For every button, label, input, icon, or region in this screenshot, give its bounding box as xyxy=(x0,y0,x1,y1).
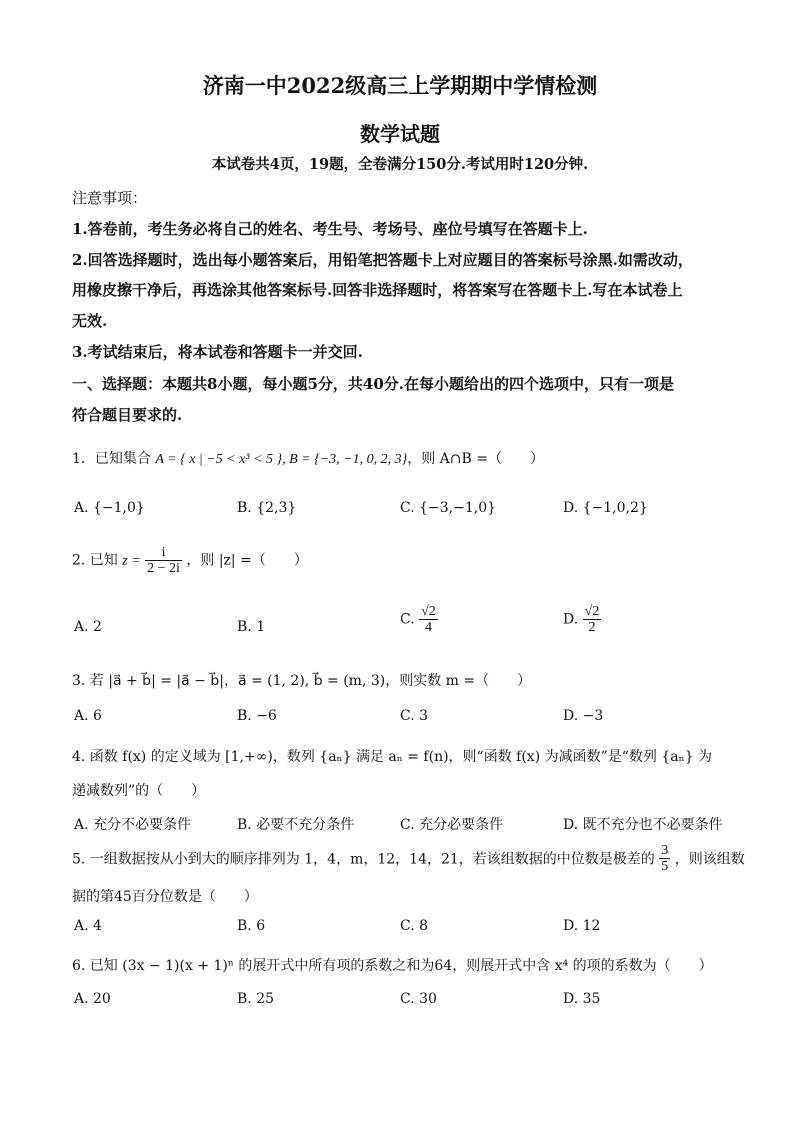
q5-fraction xyxy=(659,843,670,874)
q5-option-d: D. 12 xyxy=(563,918,601,934)
note-item-2-line-3: 无效. xyxy=(72,312,108,330)
q4-option-c: C. 充分必要条件 xyxy=(400,817,504,833)
section-1-heading-line-1: 一、选择题：本题共8小题，每小题5分，共40分.在每小题给出的四个选项中，只有一项是 xyxy=(72,375,674,393)
q5-option-b: B. 6 xyxy=(237,918,266,934)
q2-option-c-fraction xyxy=(419,604,438,635)
q5-option-a: A. 4 xyxy=(74,918,102,934)
exam-title: 济南一中2022级高三上学期期中学情检测 xyxy=(202,73,598,98)
q2-z-eq: z = xyxy=(122,553,141,569)
question-3: 3. 若 |a⃗ + b⃗| = |a⃗ − b⃗|，a⃗ = (1, 2), b⃗ = (m, 3)，则实数 m =（ ） xyxy=(72,673,532,689)
q1-number: 1．已知集合 xyxy=(72,451,151,467)
q2-tail: ，则 |z| =（ ） xyxy=(186,552,308,569)
q2-prefix: 2. 已知 xyxy=(72,552,118,569)
exam-info: 本试卷共4页，19题，全卷满分150分.考试用时120分钟. xyxy=(211,156,589,173)
q2-fraction xyxy=(145,545,182,576)
q2-fraction-num: i xyxy=(145,545,182,561)
question-5-line-2: 据的第45百分位数是（ ） xyxy=(72,889,258,905)
q1-option-b: B. {2,3} xyxy=(237,500,297,516)
question-1 xyxy=(72,448,544,468)
note-item-1: 1.答卷前，考生务必将自己的姓名、考生号、考场号、座位号填写在答题卡上. xyxy=(72,220,588,238)
note-item-2-line-1: 2.回答选择题时，选出每小题答案后，用铅笔把答题卡上对应题目的答案标号涂黑.如需改动， xyxy=(72,251,693,269)
q2-option-b: B. 1 xyxy=(237,619,266,635)
q5-fraction-den: 5 xyxy=(661,859,669,874)
q2-fraction-den: 2 − 2i xyxy=(147,561,180,576)
q2-option-c xyxy=(400,604,438,635)
question-4-line-2: 递减数列”的（ ） xyxy=(72,783,206,799)
q6-option-b: B. 25 xyxy=(237,991,275,1007)
q2-option-d xyxy=(563,604,601,635)
q1-option-a: A. {−1,0} xyxy=(74,500,145,516)
q1-set-b: , B = {−3, −1, 0, 2, 3} xyxy=(282,452,408,467)
q5-fraction-num: 3 xyxy=(661,843,669,858)
q1-option-d: D. {−1,0,2} xyxy=(563,500,648,516)
q2-option-c-den: 4 xyxy=(424,620,432,635)
q2-option-c-num: √2 xyxy=(421,604,436,619)
notes-heading: 注意事项： xyxy=(72,189,148,207)
q1-tail: ，则 A∩B =（ ） xyxy=(407,451,544,467)
q2-option-d-label: D. xyxy=(563,611,579,628)
q4-option-d: D. 既不充分也不必要条件 xyxy=(563,817,723,833)
question-5-line-1 xyxy=(72,843,745,874)
q6-option-a: A. 20 xyxy=(74,991,111,1007)
question-6: 6. 已知 (3x − 1)(x + 1)ⁿ 的展开式中所有项的系数之和为64，则展开式中含 x⁴ 的项的系数为（ ） xyxy=(72,958,713,974)
subject-title: 数学试题 xyxy=(360,122,440,146)
q1-option-c: C. {−3,−1,0} xyxy=(400,500,497,516)
q6-option-d: D. 35 xyxy=(563,991,601,1007)
q2-option-d-num: √2 xyxy=(584,604,600,619)
q2-option-d-fraction xyxy=(583,604,602,635)
question-2 xyxy=(72,545,308,576)
note-item-3: 3.考试结束后，将本试卷和答题卡一并交回. xyxy=(72,343,363,361)
q5-option-c: C. 8 xyxy=(400,918,429,934)
q3-option-b: B. −6 xyxy=(237,708,277,724)
q2-option-d-den: 2 xyxy=(588,620,596,635)
q4-option-b: B. 必要不充分条件 xyxy=(237,817,355,833)
q3-option-a: A. 6 xyxy=(74,708,102,724)
q2-option-a: A. 2 xyxy=(74,619,102,635)
q3-option-c: C. 3 xyxy=(400,708,429,724)
q6-option-c: C. 30 xyxy=(400,991,437,1007)
q5-line-1-pre: 5. 一组数据按从小到大的顺序排列为 1，4，m，12，14，21，若该组数据的中位数是极差的 xyxy=(72,851,655,868)
q3-option-d: D. −3 xyxy=(563,708,604,724)
q2-option-c-label: C. xyxy=(400,611,415,628)
q4-option-a: A. 充分不必要条件 xyxy=(74,817,192,833)
section-1-heading-line-2: 符合题目要求的. xyxy=(72,406,183,424)
q1-set-a: A = { x | −5 < x³ < 5 } xyxy=(155,452,283,467)
q5-line-1-post: ，则该组数 xyxy=(674,851,745,868)
question-4-line-1: 4. 函数 f(x) 的定义域为 [1,+∞)，数列 {aₙ} 满足 aₙ = f(n)，则“函数 f(x) 为减函数”是“数列 {aₙ} 为 xyxy=(72,749,713,765)
note-item-2-line-2: 用橡皮擦干净后，再选涂其他答案标号.回答非选择题时，将答案写在答题卡上.写在本试卷上 xyxy=(72,281,683,299)
